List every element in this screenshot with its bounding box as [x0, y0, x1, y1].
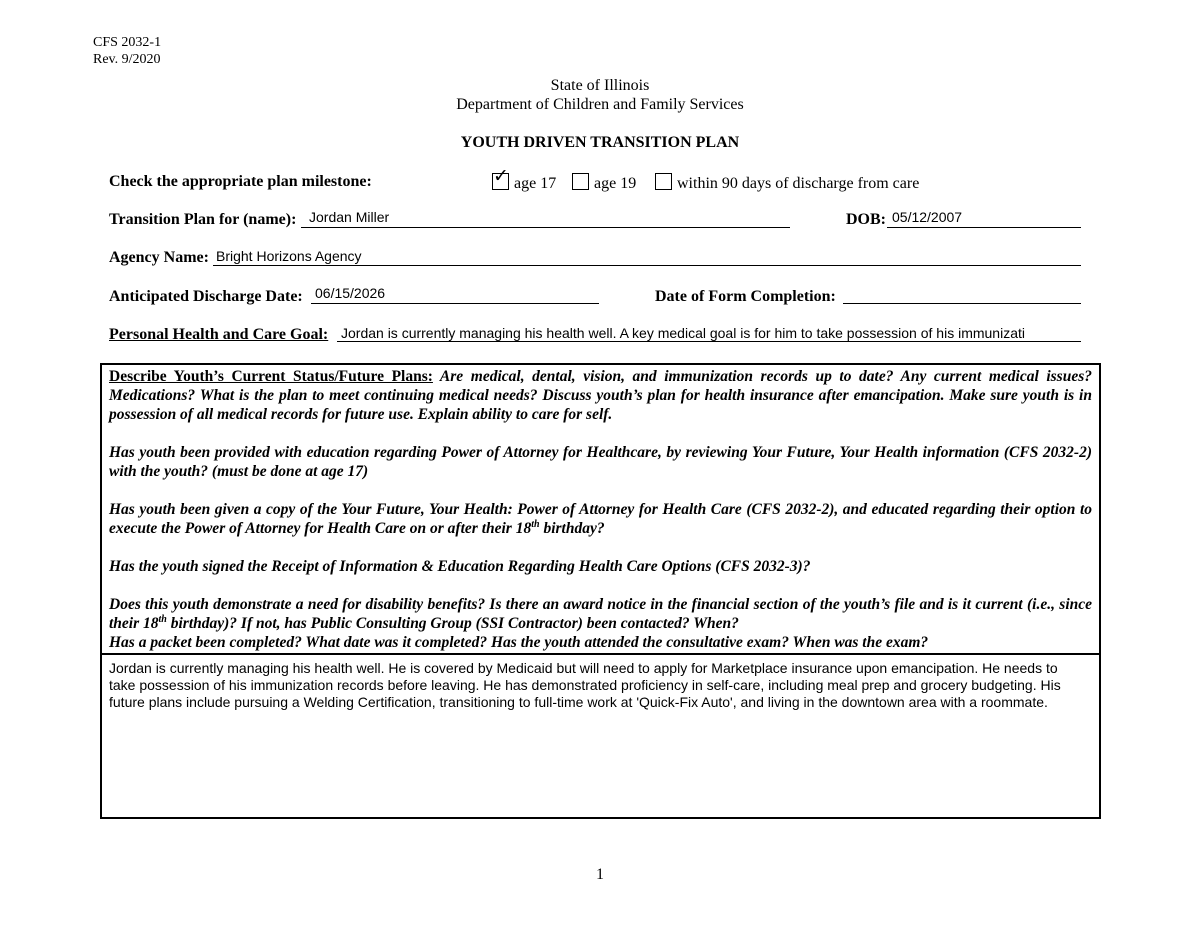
question-receipt-signed: Has the youth signed the Receipt of Information & Education Regarding Health Care Options (CFS 2032-3)? [109, 558, 811, 575]
form-number: CFS 2032-1 [93, 35, 162, 50]
discharge-underline [311, 303, 599, 304]
status-heading-text: Are medical, dental, vision, and immunization records up to date? Any current medical issues? Medications? What is the plan to meet continuing medical needs? Discuss youth’s plan for health insurance after emancipation. Make sure youth is in possession of all medical records for future use. Explain ability to care for self. [109, 368, 1092, 423]
health-goal-underline [337, 341, 1081, 342]
agency-underline [213, 265, 1081, 266]
milestone-option-age-17[interactable] [492, 165, 557, 193]
milestone-option-label: age 17 [514, 175, 557, 192]
status-questions [109, 367, 1092, 652]
question-text: birthday? [539, 520, 605, 537]
milestone-option-age-19[interactable] [572, 173, 636, 193]
form-title: YOUTH DRIVEN TRANSITION PLAN [460, 134, 740, 151]
status-answer-field[interactable]: Jordan is currently managing his health well. He is covered by Medicaid but will need to apply for Marketplace insurance upon emancipation. He needs to take possession of his immunization records before leaving. He has demonstrated proficiency in self-care, including meal prep and grocery budgeting. His future plans include pursuing a Welding Certification, transitioning to full-time work at 'Quick-Fix Auto', and living in the downtown area with a roommate. [109, 660, 1061, 710]
completion-label: Date of Form Completion: [655, 288, 836, 305]
form-number-block [93, 34, 161, 68]
health-goal-field[interactable]: Jordan is currently managing his health well. A key medical goal is for him to take possession of his immunizati [341, 325, 1025, 341]
question-text: Does this youth demonstrate a need for disability benefits? Is there an award notice in the financial section of the youth’s file and is it current (i.e., since their 18 [109, 596, 1092, 632]
dob-label: DOB: [846, 211, 886, 228]
status-intro-question [109, 367, 1092, 424]
agency-label: Agency Name: [109, 249, 209, 266]
superscript: th [158, 613, 167, 625]
question-poa-education: Has youth been provided with education regarding Power of Attorney for Healthcare, by reviewing Your Future, Your Health information (CFS 2032-2) with the youth? (must be done at age 17) [109, 444, 1092, 480]
agency-field[interactable]: Bright Horizons Agency [216, 248, 362, 264]
dob-field[interactable]: 05/12/2007 [892, 209, 963, 225]
name-label: Transition Plan for (name): [109, 211, 297, 228]
milestone-option-label: within 90 days of discharge from care [677, 175, 920, 192]
checkmark-icon: ✓ [493, 165, 509, 187]
checkbox-90-days[interactable] [655, 173, 672, 190]
checkbox-age-17[interactable] [492, 165, 509, 190]
milestone-option-90-days[interactable] [655, 173, 919, 193]
question-packet: Has a packet been completed? What date was it completed? Has the youth attended the consultative exam? When was the exam? [109, 634, 929, 651]
discharge-field[interactable]: 06/15/2026 [315, 285, 386, 301]
discharge-label: Anticipated Discharge Date: [109, 288, 303, 305]
health-goal-label: Personal Health and Care Goal: [109, 326, 329, 343]
question-text: Has youth been given a copy of the Your Future, Your Health: Power of Attorney for Health Care (CFS 2032-2), and educated regarding their option to execute the Power of Attorney for Health Care on or after their 18 [109, 501, 1092, 537]
milestone-option-label: age 19 [594, 175, 637, 192]
status-section-box [100, 363, 1101, 819]
superscript: th [531, 518, 540, 530]
page-number: 1 [596, 866, 604, 883]
department-name: Department of Children and Family Services [456, 96, 744, 113]
checkbox-age-19[interactable] [572, 173, 589, 190]
state-name: State of Illinois [550, 77, 650, 94]
form-revision: Rev. 9/2020 [93, 52, 161, 67]
question-disability [109, 595, 1092, 633]
question-text: birthday)? If not, has Public Consulting Group (SSI Contractor) been contacted? When? [166, 615, 739, 632]
name-field[interactable]: Jordan Miller [309, 209, 390, 225]
status-heading: Describe Youth’s Current Status/Future Plans: [109, 368, 433, 385]
question-poa-copy [109, 500, 1092, 538]
completion-underline [843, 303, 1081, 304]
section-divider [102, 653, 1099, 655]
dob-underline [887, 227, 1081, 228]
name-underline [301, 227, 790, 228]
milestone-label: Check the appropriate plan milestone: [109, 173, 372, 190]
